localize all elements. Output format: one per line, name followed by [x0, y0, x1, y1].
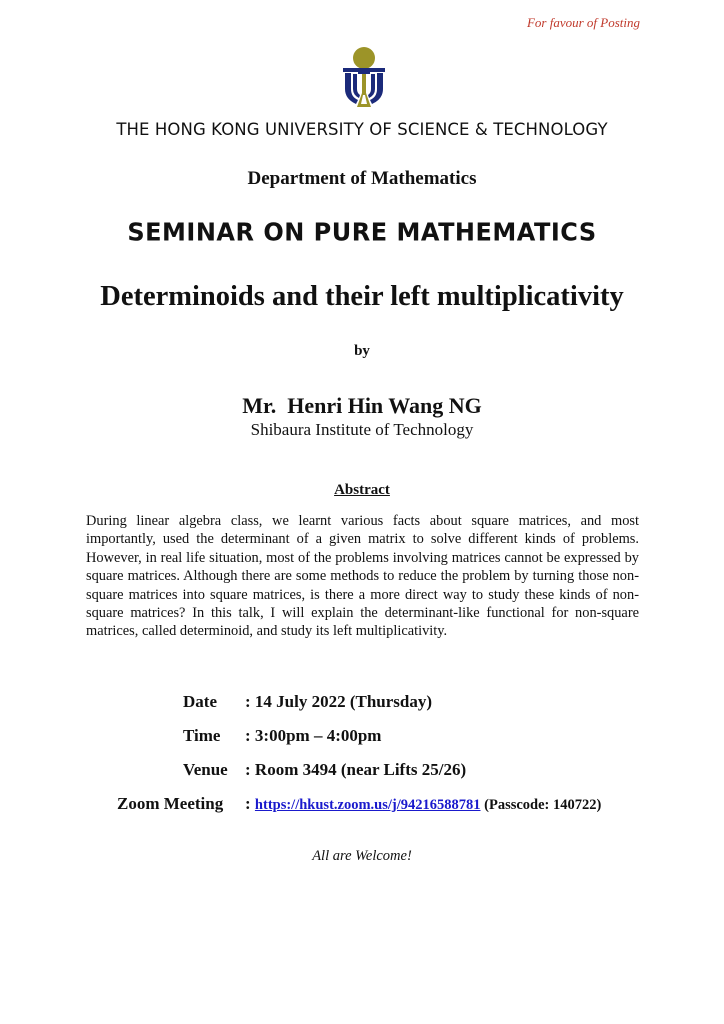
department-name: Department of Mathematics [247, 168, 477, 189]
by-label: by [354, 343, 370, 359]
speaker-affiliation: Shibaura Institute of Technology [250, 420, 474, 439]
venue-label: Venue [183, 760, 228, 779]
seminar-series: SEMINAR ON PURE MATHEMATICS [127, 217, 597, 247]
university-name: THE HONG KONG UNIVERSITY OF SCIENCE & TECHNOLOGY [116, 120, 608, 139]
abstract-heading: Abstract [334, 482, 390, 498]
hkust-logo-icon [340, 45, 388, 109]
venue-value: : Room 3494 (near Lifts 25/26) [245, 760, 467, 779]
welcome-note: All are Welcome! [312, 848, 412, 864]
zoom-colon: : [245, 794, 255, 813]
talk-title: Determinoids and their left multiplicativity [100, 281, 624, 312]
date-value: : 14 July 2022 (Thursday) [245, 692, 433, 711]
posting-note: For favour of Posting [526, 15, 640, 30]
abstract-text: During linear algebra class, we learnt various facts about square matrices, and most importantly, used the determinant of a given matrix to solve different kinds of problems. However, in real life situation, most of the problems involving matrices cannot be expressed by square matrices. Although there are some methods to reduce the problem by turning those non-square matrices into square matrices, is there a more direct way to study these kinds of non-square matrices? In this talk, I will explain the determinant-like functional for non-square matrices, called determinoid, and study its left multiplicativity. [86, 513, 639, 640]
zoom-passcode: (Passcode: 140722) [480, 797, 602, 813]
zoom-meeting-link[interactable]: https://hkust.zoom.us/j/94216588781 [254, 797, 481, 813]
time-value: : 3:00pm – 4:00pm [245, 726, 382, 745]
date-label: Date [183, 692, 217, 711]
time-label: Time [183, 726, 221, 745]
zoom-label: Zoom Meeting [117, 794, 224, 813]
speaker-name: Mr. Henri Hin Wang NG [242, 393, 482, 418]
zoom-value [245, 794, 601, 814]
